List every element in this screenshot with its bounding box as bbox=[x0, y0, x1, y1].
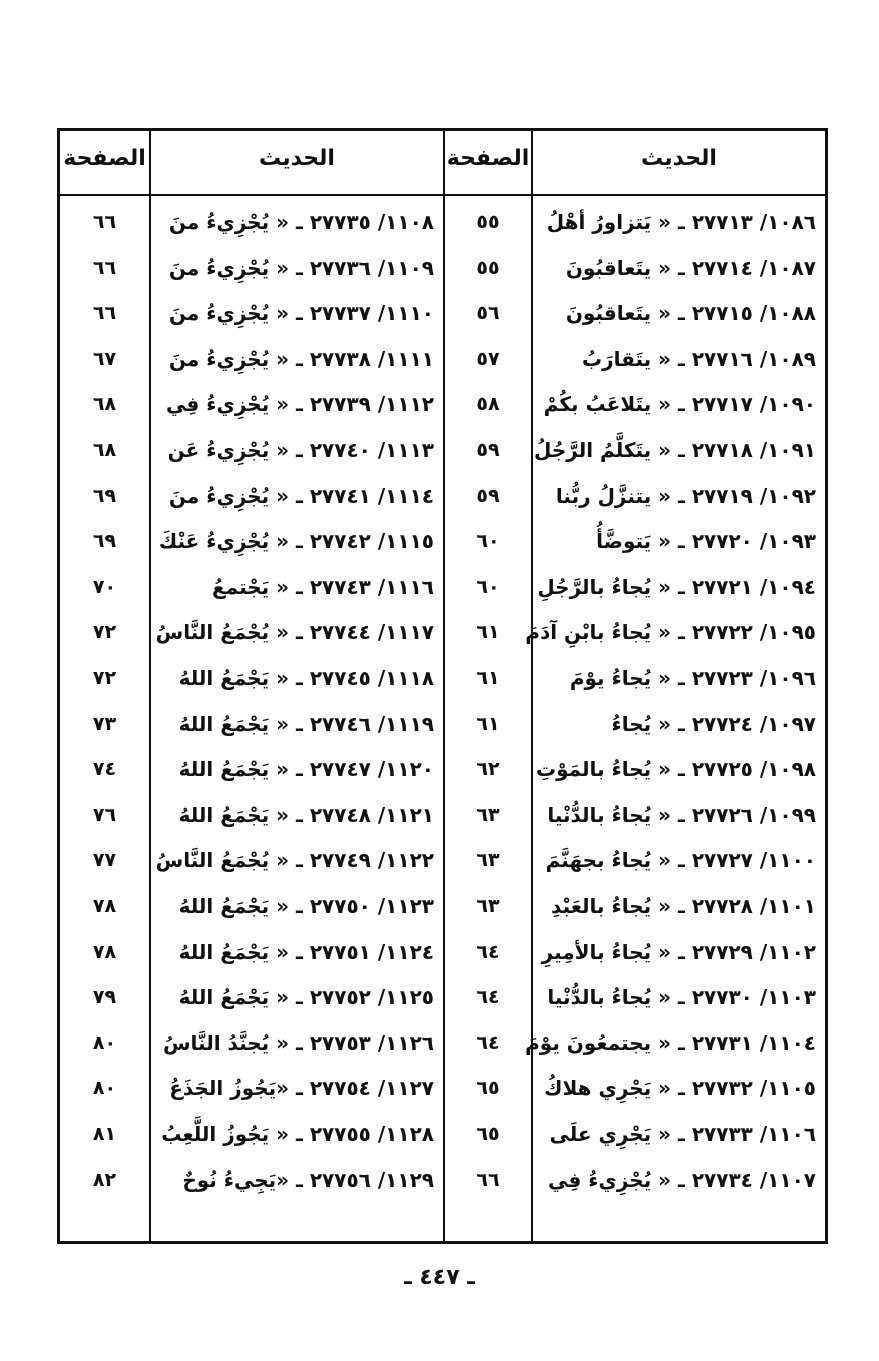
hadith-entry: ١١٠٦/ ٢٧٧٣٣ ـ « يَجْرِي علَى bbox=[549, 1122, 816, 1146]
hadith-entry: ١١٢٠/ ٢٧٧٤٧ ـ « يَجْمَعُ اللهُ bbox=[178, 757, 434, 781]
page-reference: ٧٠ bbox=[92, 576, 117, 598]
page-reference: ٦٠ bbox=[476, 530, 500, 552]
page-reference: ٦٤ bbox=[476, 941, 500, 963]
hadith-entry: ١١٠٧/ ٢٧٧٣٤ ـ « يُجْزِيءُ فِي bbox=[547, 1168, 816, 1192]
page-reference: ٧٣ bbox=[92, 713, 117, 735]
page-reference: ٥٥ bbox=[476, 211, 500, 233]
page-reference: ٦١ bbox=[476, 713, 500, 735]
page-reference: ٦٣ bbox=[476, 895, 500, 917]
hadith-entry: ١١٠٢/ ٢٧٧٢٩ ـ « يُجاءُ بالأمِيرِ bbox=[541, 940, 816, 964]
page-reference: ٧٢ bbox=[92, 667, 117, 689]
page-reference: ٥٥ bbox=[476, 257, 500, 279]
page-reference: ٦٩ bbox=[92, 485, 117, 507]
header-hadith-left: الحديث bbox=[259, 146, 335, 171]
hadith-entry: ١٠٨٧/ ٢٧٧١٤ ـ « يتَعاقبُونَ bbox=[565, 256, 816, 280]
page-number: ـ ٤٤٧ ـ bbox=[404, 1265, 475, 1290]
hadith-entry: ١٠٩٧/ ٢٧٧٢٤ ـ « يُجاءُ bbox=[611, 712, 816, 736]
hadith-entry: ١١٠٠/ ٢٧٧٢٧ ـ « يُجاءُ بجهَنَّمَ bbox=[545, 848, 816, 872]
header-page-left: الصفحة bbox=[63, 146, 146, 171]
hadith-entry: ١٠٩٣/ ٢٧٧٢٠ ـ « يَتوضَّأُ bbox=[596, 529, 816, 553]
hadith-entry: ١١٠٨/ ٢٧٧٣٥ ـ « يُجْزِيءُ منَ bbox=[168, 210, 434, 234]
page-reference: ٦٦ bbox=[476, 1169, 500, 1191]
page-reference: ٧٩ bbox=[92, 986, 117, 1008]
page-reference: ٧٨ bbox=[92, 941, 117, 963]
hadith-entry: ١١١٢/ ٢٧٧٣٩ ـ « يُجْزِيءُ فِي bbox=[165, 392, 434, 416]
hadith-entry: ١٠٩٤/ ٢٧٧٢١ ـ « يُجاءُ بالرَّجُلِ bbox=[537, 575, 816, 599]
page-reference: ٦٣ bbox=[476, 804, 500, 826]
hadith-entry: ١١٢٧/ ٢٧٧٥٤ ـ «يَجُوزُ الجَذَعُ bbox=[169, 1076, 434, 1100]
column-divider bbox=[149, 131, 151, 1241]
hadith-entry: ١١١٩/ ٢٧٧٤٦ ـ « يَجْمَعُ اللهُ bbox=[178, 712, 434, 736]
page-reference: ٦٣ bbox=[476, 849, 500, 871]
page-reference: ٦٧ bbox=[92, 348, 117, 370]
page-reference: ٨١ bbox=[92, 1123, 117, 1145]
hadith-entry: ١١١١/ ٢٧٧٣٨ ـ « يُجْزِيءُ منَ bbox=[168, 347, 434, 371]
hadith-entry: ١٠٩٦/ ٢٧٧٢٣ ـ « يُجاءُ يوْمَ bbox=[569, 666, 816, 690]
hadith-entry: ١١٠٤/ ٢٧٧٣١ ـ « يجتمعُونَ يوْمَ bbox=[525, 1031, 816, 1055]
page-reference: ٦٥ bbox=[476, 1077, 500, 1099]
header-page-right: الصفحة bbox=[446, 146, 530, 171]
page-reference: ٥٧ bbox=[476, 348, 500, 370]
hadith-entry: ١١٢٤/ ٢٧٧٥١ ـ « يَجْمَعُ اللهُ bbox=[178, 940, 434, 964]
column-divider bbox=[531, 131, 533, 1241]
page-reference: ٦٩ bbox=[92, 530, 117, 552]
hadith-entry: ١٠٩٢/ ٢٧٧١٩ ـ « يتنزَّلُ ربُّنا bbox=[555, 484, 816, 508]
page-reference: ٦٨ bbox=[92, 439, 117, 461]
page-reference: ٦٨ bbox=[92, 393, 117, 415]
hadith-entry: ١١١٣/ ٢٧٧٤٠ ـ « يُجْزِيءُ عَن bbox=[167, 438, 434, 462]
page-reference: ٦٤ bbox=[476, 986, 500, 1008]
index-table bbox=[57, 128, 828, 1244]
header-divider bbox=[60, 194, 825, 196]
hadith-entry: ١٠٨٦/ ٢٧٧١٣ ـ « يَتزاورُ أهْلُ bbox=[546, 210, 816, 234]
hadith-entry: ١١٠٣/ ٢٧٧٣٠ ـ « يُجاءُ بالدُّنْيا bbox=[547, 985, 816, 1009]
page-reference: ٦٤ bbox=[476, 1032, 500, 1054]
hadith-entry: ١١٠١/ ٢٧٧٢٨ ـ « يُجاءُ بالعَبْدِ bbox=[551, 894, 816, 918]
hadith-entry: ١١٢٣/ ٢٧٧٥٠ ـ « يَجْمَعُ اللهُ bbox=[178, 894, 434, 918]
hadith-entry: ١١١٦/ ٢٧٧٤٣ ـ « يَجْتمعُ bbox=[212, 575, 434, 599]
hadith-entry: ١١١٠/ ٢٧٧٣٧ ـ « يُجْزِيءُ منَ bbox=[168, 301, 434, 325]
page-reference: ٦٦ bbox=[92, 302, 117, 324]
page-reference: ٦١ bbox=[476, 621, 500, 643]
hadith-entry: ١٠٨٨/ ٢٧٧١٥ ـ « يتَعاقبُونَ bbox=[565, 301, 816, 325]
hadith-entry: ١١٠٥/ ٢٧٧٣٢ ـ « يَجْرِي هلاكُ bbox=[544, 1076, 816, 1100]
hadith-entry: ١١١٥/ ٢٧٧٤٢ ـ « يُجْزِيءُ عَنْكَ bbox=[158, 529, 434, 553]
page-reference: ٦٦ bbox=[92, 257, 117, 279]
page-reference: ٦٦ bbox=[92, 211, 117, 233]
header-hadith-right: الحديث bbox=[641, 146, 717, 171]
page-reference: ٥٩ bbox=[476, 439, 500, 461]
hadith-entry: ١١٢٩/ ٢٧٧٥٦ ـ «يَجِيءُ نُوحٌ bbox=[182, 1168, 434, 1192]
hadith-entry: ١١٢٢/ ٢٧٧٤٩ ـ « يُجْمَعُ النَّاسُ bbox=[155, 848, 434, 872]
hadith-entry: ١٠٩٩/ ٢٧٧٢٦ ـ « يُجاءُ بالدُّنْيا bbox=[547, 803, 816, 827]
hadith-entry: ١١٢٦/ ٢٧٧٥٣ ـ « يُجنَّدُ النَّاسُ bbox=[162, 1031, 434, 1055]
hadith-entry: ١٠٩٨/ ٢٧٧٢٥ ـ « يُجاءُ بالمَوْتِ bbox=[536, 757, 816, 781]
page-reference: ٦٢ bbox=[476, 758, 500, 780]
hadith-entry: ١١٢١/ ٢٧٧٤٨ ـ « يَجْمَعُ اللهُ bbox=[178, 803, 434, 827]
hadith-entry: ١١٢٨/ ٢٧٧٥٥ ـ « يَجُوزُ اللَّعِبُ bbox=[161, 1122, 434, 1146]
page-reference: ٧٢ bbox=[92, 621, 117, 643]
hadith-entry: ١١٠٩/ ٢٧٧٣٦ ـ « يُجْزِيءُ منَ bbox=[168, 256, 434, 280]
hadith-entry: ١٠٩١/ ٢٧٧١٨ ـ « يتَكلَّمُ الرَّجُلُ bbox=[534, 438, 816, 462]
page-reference: ٦٠ bbox=[476, 576, 500, 598]
hadith-entry: ١١١٨/ ٢٧٧٤٥ ـ « يَجْمَعُ اللهُ bbox=[178, 666, 434, 690]
page-reference: ٧٨ bbox=[92, 895, 117, 917]
page-reference: ٧٧ bbox=[92, 849, 117, 871]
page-reference: ٧٦ bbox=[92, 804, 117, 826]
hadith-entry: ١١٢٥/ ٢٧٧٥٢ ـ « يَجْمَعُ اللهُ bbox=[178, 985, 434, 1009]
page-reference: ٥٩ bbox=[476, 485, 500, 507]
page-reference: ٦١ bbox=[476, 667, 500, 689]
page-reference: ٧٤ bbox=[92, 758, 117, 780]
page-reference: ٨٠ bbox=[92, 1032, 117, 1054]
hadith-entry: ١١١٤/ ٢٧٧٤١ ـ « يُجْزِيءُ منَ bbox=[168, 484, 434, 508]
hadith-entry: ١٠٩٥/ ٢٧٧٢٢ ـ « يُجاءُ بابْنِ آدَمَ bbox=[525, 620, 816, 644]
hadith-entry: ١٠٨٩/ ٢٧٧١٦ ـ « يتَقارَبُ bbox=[582, 347, 816, 371]
hadith-entry: ١٠٩٠/ ٢٧٧١٧ ـ « يتَلاعَبُ بكُمْ bbox=[543, 392, 816, 416]
hadith-entry: ١١١٧/ ٢٧٧٤٤ ـ « يُجْمَعُ النَّاسُ bbox=[155, 620, 434, 644]
page-reference: ٥٦ bbox=[476, 302, 500, 324]
page-reference: ٨٠ bbox=[92, 1077, 117, 1099]
page-reference: ٦٥ bbox=[476, 1123, 500, 1145]
page-reference: ٨٢ bbox=[92, 1169, 117, 1191]
page-reference: ٥٨ bbox=[476, 393, 500, 415]
